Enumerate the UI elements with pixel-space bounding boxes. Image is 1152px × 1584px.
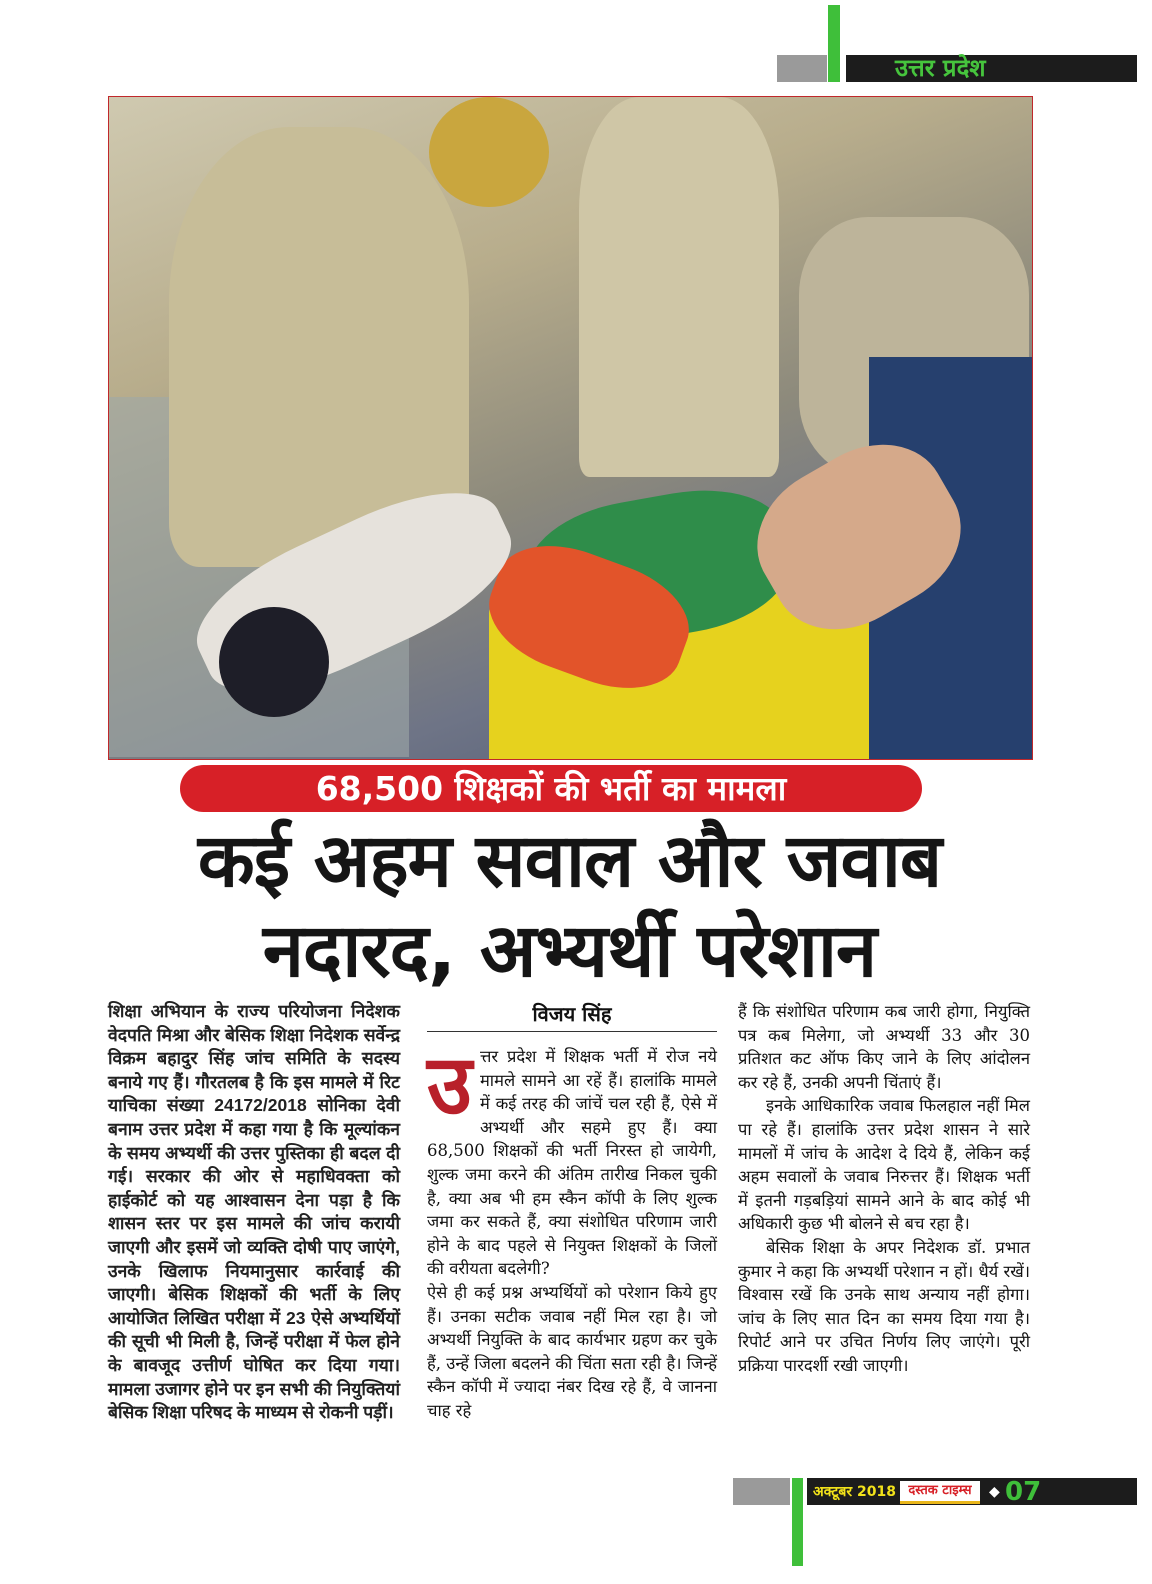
footer-green-bar (792, 1478, 803, 1566)
article-column-3 (738, 1000, 1030, 1378)
column-3-paragraph-3: बेसिक शिक्षा के अपर निदेशक डॉ. प्रभात कुमार ने कहा कि अभ्यर्थी परेशान न हों। धैर्य रखें। विश्वास रखें कि उनके साथ अन्याय नहीं होगा। जांच के लिए सात दिन का समय दिया गया है। रिपोर्ट आने पर उचित निर्णय लिए जाएंगे। पूरी प्रक्रिया पारदर्शी रखी जाएगी। (738, 1237, 1030, 1375)
header-black-bar (846, 55, 1137, 82)
column-3-paragraph-2: इनके आधिकारिक जवाब फिलहाल नहीं मिल पा रहे हैं। हालांकि उत्तर प्रदेश शासन ने सारे मामलों में जांच के आदेश दे दिये हैं, लेकिन कई अहम सवालों के जवाब निरुत्तर हैं। शिक्षक भर्ती में इतनी गड़बड़ियां सामने आने के बाद कोई भी अधिकारी कुछ भी बोलने से बच रहा है। (738, 1096, 1030, 1234)
column-2-paragraph-1: त्तर प्रदेश में शिक्षक भर्ती में रोज नये मामले सामने आ रहें हैं। हालांकि मामले में कई तरह की जांचें चल रही हैं, ऐसे में अभ्यर्थी और सहमे हुए हैं। क्या 68,500 शिक्षकों की भर्ती निरस्त हो जायेगी, शुल्क जमा करने की अंतिम तारीख निकल चुकी है, क्या अब भी हम स्कैन कॉपी के लिए शुल्क जमा कर सकते हैं, क्या संशोधित परिणाम जारी होने के बाद पहले से नियुक्त शिक्षकों के जिलों की वरीयता बदलेगी? (427, 1047, 717, 1279)
column-3-paragraph-1: हैं कि संशोधित परिणाम कब जारी होगा, नियुक्ति पत्र कब मिलेगा, जो अभ्यर्थी 33 और 30 प्रतिशत कट ऑफ किए जाने के लिए आंदोलन कर रहे हैं, उनकी अपनी चिंताएं हैं। (738, 1002, 1030, 1092)
page-number: 07 (1005, 1477, 1042, 1507)
diamond-separator-icon: ◆ (989, 1484, 1000, 1500)
footer-date: अक्टूबर 2018 (813, 1484, 896, 1500)
section-label: उत्तर प्रदेश (895, 54, 986, 82)
header-gray-block (777, 55, 827, 82)
column-2-paragraph-2: ऐसे ही कई प्रश्न अभ्यर्थियों को परेशान किये हुए हैं। उनका सटीक जवाब नहीं मिल रहा है। जो अभ्यर्थी नियुक्ति के बाद कार्यभार ग्रहण कर चुके हैं, उन्हें जिला बदलने की चिंता सता रही है। जिन्हें स्कैन कॉपी में ज्यादा नंबर दिख रहे हैं, वे जानना चाह रहे (427, 1282, 717, 1420)
byline: विजय सिंह (427, 1000, 717, 1032)
magazine-logo: दस्तक टाइम्स (900, 1481, 980, 1504)
article-kicker: 68,500 शिक्षकों की भर्ती का मामला (180, 765, 922, 812)
header-green-bar (828, 5, 840, 82)
dropcap: उ (427, 1037, 472, 1133)
headline-line-2: नदारद, अभ्यर्थी परेशान (262, 908, 877, 994)
article-column-1 (108, 1000, 400, 1425)
footer-gray-block (733, 1478, 790, 1505)
article-photo (108, 96, 1033, 760)
article-column-2 (427, 1037, 717, 1423)
headline-line-1: कई अहम सवाल और जवाब (197, 818, 942, 904)
column-1-text: शिक्षा अभियान के राज्य परियोजना निदेशक वेदपति मिश्रा और बेसिक शिक्षा निदेशक सर्वेन्द्र विक्रम बहादुर सिंह जांच समिति के सदस्य बनाये गए हैं। गौरतलब है कि इस मामले में रिट याचिका संख्या 24172/2018 सोनिका देवी बनाम उत्तर प्रदेश में कहा गया है कि मूल्यांकन के समय अभ्यर्थी की उत्तर पुस्तिका ही बदल दी गई। सरकार की ओर से महाधिवक्ता को हाईकोर्ट को यह आश्वासन देना पड़ा है कि शासन स्तर पर इस मामले की जांच करायी जाएगी और इसमें जो व्यक्ति दोषी पाए जाएंगे, उनके खिलाफ नियमानुसार कार्रवाई की जाएगी। बेसिक शिक्षकों की भर्ती के लिए आयोजित लिखित परीक्षा में 23 ऐसे अभ्यर्थियों की सूची भी मिली है, जिन्हें परीक्षा में फेल होने के बावजूद उत्तीर्ण घोषित कर दिया गया। मामला उजागर होने पर इन सभी की नियुक्तियां बेसिक शिक्षा परिषद के माध्यम से रोकनी पड़ीं। (108, 1001, 400, 1423)
